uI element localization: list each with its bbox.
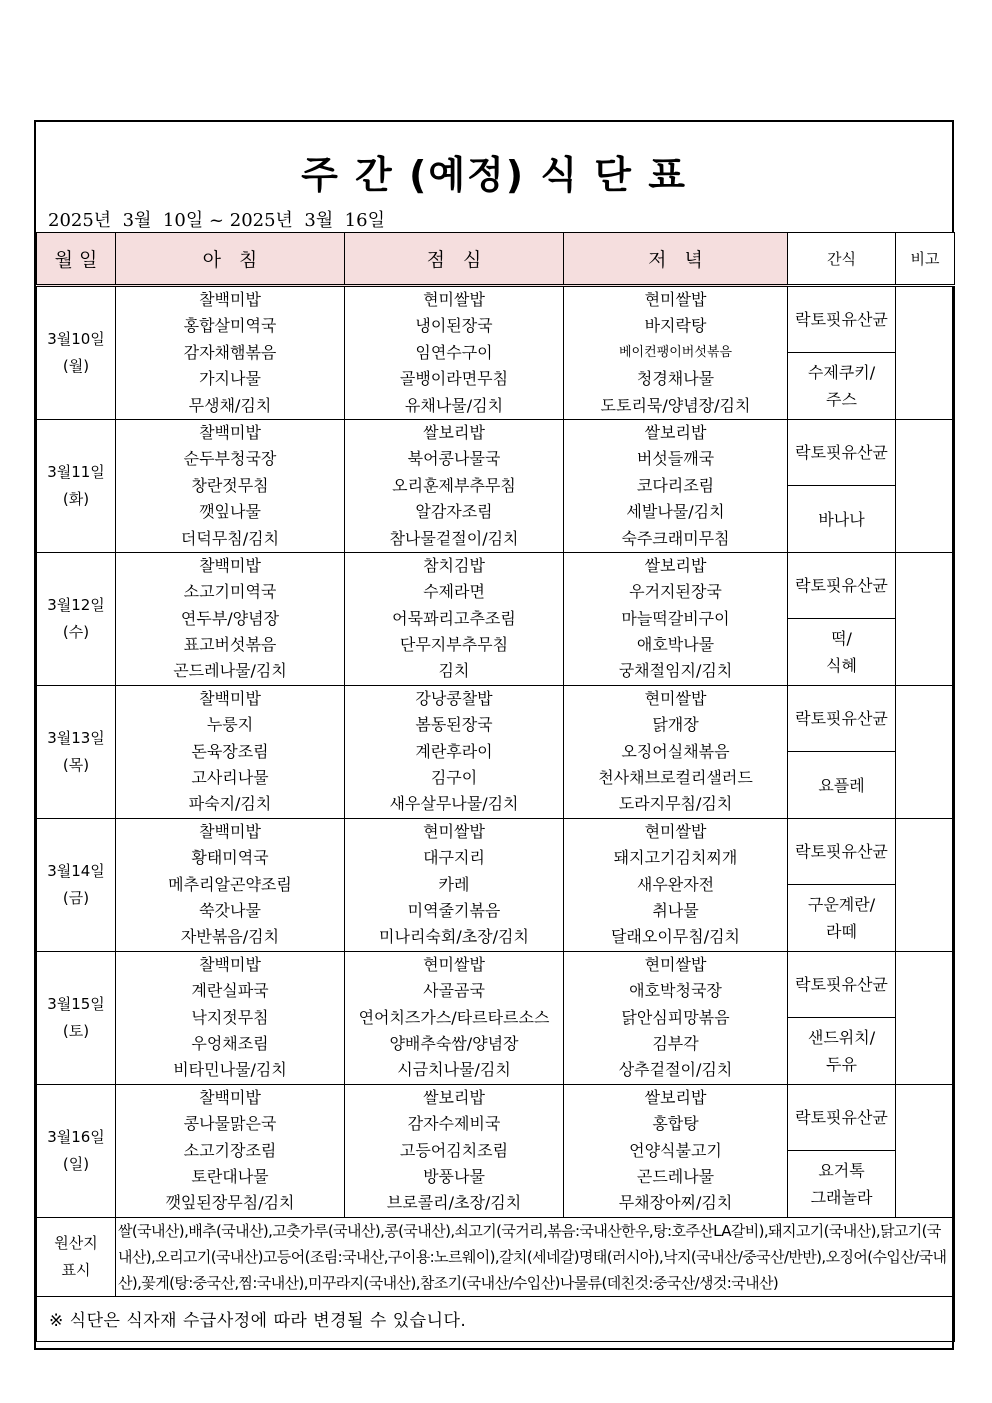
dinner-item: 김부각 — [652, 1033, 699, 1053]
origin-row — [37, 1217, 955, 1296]
note-cell — [896, 1084, 955, 1217]
breakfast-item: 자반볶음/김치 — [180, 927, 280, 947]
day-date: 3월11일 — [47, 462, 105, 481]
day-date: 3월12일 — [47, 595, 105, 614]
dinner-item: 도라지무침/김치 — [618, 794, 733, 814]
dinner-cell — [564, 286, 788, 420]
day-cell — [37, 951, 116, 1084]
breakfast-cell — [116, 419, 345, 552]
dinner-item: 애호박나물 — [636, 635, 715, 655]
note-cell — [896, 552, 955, 685]
dinner-item: 쌀보리밥 — [644, 555, 707, 575]
lunch-cell — [345, 552, 564, 685]
snack-item: 구운계란/ 라떼 — [788, 885, 896, 951]
lunch-item: 현미쌀밥 — [423, 821, 485, 841]
day-date: 3월14일 — [47, 861, 105, 880]
snack-probiotic: 락토핏유산균 — [788, 818, 896, 884]
dinner-item: 새우완자전 — [636, 874, 715, 894]
day-weekday: (화) — [62, 489, 90, 508]
lunch-item: 김치 — [438, 661, 470, 681]
note-cell — [896, 419, 955, 552]
snack-item: 떡/ 식혜 — [788, 619, 896, 685]
lunch-item: 브로콜리/초장/김치 — [386, 1193, 522, 1213]
breakfast-item: 파숙지/김치 — [188, 794, 272, 814]
dinner-item: 현미쌀밥 — [644, 688, 707, 708]
breakfast-item: 소고기장조림 — [183, 1140, 277, 1160]
lunch-cell — [345, 419, 564, 552]
lunch-item: 봄동된장국 — [415, 715, 493, 735]
dinner-item: 상추겉절이/김치 — [618, 1060, 733, 1080]
lunch-item: 현미쌀밥 — [423, 954, 485, 974]
dinner-item: 마늘떡갈비구이 — [621, 608, 730, 628]
lunch-item: 카레 — [438, 874, 470, 894]
dinner-item: 바지락탕 — [644, 316, 707, 336]
lunch-item: 미나리숙회/초장/김치 — [379, 927, 529, 947]
lunch-item: 양배추숙쌈/양념장 — [389, 1033, 519, 1053]
dinner-cell — [564, 951, 788, 1084]
origin-label: 원산지 표시 — [37, 1217, 116, 1296]
snack-probiotic: 락토핏유산균 — [788, 685, 896, 751]
lunch-item: 연어치즈가스/타르타르소스 — [358, 1007, 550, 1027]
notice-row — [37, 1296, 955, 1341]
breakfast-item: 연두부/양념장 — [180, 608, 280, 628]
breakfast-item: 더덕무침/김치 — [180, 528, 280, 548]
day-date: 3월16일 — [47, 1127, 105, 1146]
dinner-item: 코다리조림 — [636, 475, 715, 495]
breakfast-cell — [116, 818, 345, 951]
dinner-item: 취나물 — [652, 900, 699, 920]
day-cell — [37, 1084, 116, 1217]
day-date: 3월10일 — [47, 329, 105, 348]
breakfast-item: 깻잎된장무침/김치 — [165, 1193, 295, 1213]
lunch-item: 유채나물/김치 — [404, 395, 504, 415]
snack-item: 요플레 — [788, 752, 896, 818]
breakfast-item: 홍합살미역국 — [183, 316, 277, 336]
dinner-item: 애호박청국장 — [629, 981, 722, 1001]
snack-item: 샌드위치/ 두유 — [788, 1018, 896, 1084]
day-weekday: (토) — [62, 1021, 90, 1040]
lunch-item: 방풍나물 — [423, 1166, 485, 1186]
day-cell — [37, 286, 116, 420]
day-weekday: (금) — [62, 888, 90, 907]
breakfast-item: 찰백미밥 — [199, 954, 261, 974]
dinner-item: 세발나물/김치 — [626, 502, 725, 522]
dinner-item: 무채장아찌/김치 — [618, 1193, 733, 1213]
day-row — [37, 552, 955, 618]
breakfast-item: 찰백미밥 — [199, 1087, 261, 1107]
header-note: 비고 — [896, 233, 955, 286]
lunch-item: 쌀보리밥 — [423, 422, 485, 442]
day-cell — [37, 419, 116, 552]
lunch-item: 임연수구이 — [415, 342, 493, 362]
day-cell — [37, 818, 116, 951]
lunch-item: 오리훈제부추무침 — [392, 475, 516, 495]
breakfast-item: 쑥갓나물 — [199, 900, 261, 920]
dinner-item: 현미쌀밥 — [644, 821, 707, 841]
lunch-cell — [345, 286, 564, 420]
dinner-item: 숙주크래미무침 — [621, 528, 730, 548]
dinner-item: 오징어실채볶음 — [621, 741, 730, 761]
lunch-cell — [345, 685, 564, 818]
dinner-item: 버섯들깨국 — [636, 449, 715, 469]
breakfast-item: 찰백미밥 — [199, 555, 261, 575]
snack-probiotic: 락토핏유산균 — [788, 552, 896, 618]
lunch-item: 강낭콩찰밥 — [415, 688, 493, 708]
lunch-item: 미역줄기볶음 — [407, 900, 501, 920]
menu-period: 2025년 3월 10일 ~ 2025년 3월 16일 — [48, 210, 385, 231]
day-date: 3월13일 — [47, 728, 105, 747]
snack-probiotic: 락토핏유산균 — [788, 419, 896, 485]
breakfast-item: 무생채/김치 — [188, 395, 272, 415]
lunch-item: 감자수제비국 — [407, 1114, 501, 1134]
lunch-item: 현미쌀밥 — [423, 290, 485, 309]
note-cell — [896, 685, 955, 818]
lunch-item: 참치김밥 — [423, 555, 485, 575]
day-weekday: (월) — [62, 356, 90, 375]
dinner-item: 현미쌀밥 — [644, 290, 707, 309]
dinner-cell — [564, 419, 788, 552]
breakfast-cell — [116, 1084, 345, 1217]
breakfast-item: 가지나물 — [199, 369, 261, 389]
menu-body — [37, 286, 955, 1218]
dinner-item: 홍합탕 — [652, 1114, 699, 1134]
dinner-item: 쌀보리밥 — [644, 1087, 707, 1107]
breakfast-cell — [116, 286, 345, 420]
dinner-item: 곤드레나물 — [636, 1166, 715, 1186]
dinner-item: 닭개장 — [652, 715, 699, 735]
snack-item: 요거톡 그래놀라 — [788, 1151, 896, 1217]
dinner-item: 베이컨팽이버섯볶음 — [618, 344, 733, 360]
breakfast-item: 순두부청국장 — [183, 449, 277, 469]
breakfast-item: 낙지젓무침 — [191, 1007, 269, 1027]
lunch-item: 단무지부추무침 — [399, 635, 509, 655]
note-cell — [896, 286, 955, 420]
breakfast-cell — [116, 951, 345, 1084]
dinner-item: 궁채절임지/김치 — [618, 661, 733, 681]
snack-probiotic: 락토핏유산균 — [788, 286, 896, 353]
header-date: 월 일 — [37, 233, 116, 286]
snack-probiotic: 락토핏유산균 — [788, 1084, 896, 1150]
notice-text: ※ 식단은 식자재 수급사정에 따라 변경될 수 있습니다. — [37, 1296, 955, 1341]
note-cell — [896, 951, 955, 1084]
day-row — [37, 419, 955, 485]
breakfast-item: 비타민나물/김치 — [173, 1060, 287, 1080]
dinner-item: 현미쌀밥 — [644, 954, 707, 974]
day-cell — [37, 552, 116, 685]
menu-table — [36, 232, 955, 1342]
dinner-item: 천사채브로컬리샐러드 — [598, 768, 753, 788]
dinner-cell — [564, 818, 788, 951]
header-snack: 간식 — [788, 233, 896, 286]
lunch-item: 참나물겉절이/김치 — [389, 528, 519, 548]
breakfast-item: 콩나물맑은국 — [183, 1114, 277, 1134]
day-weekday: (수) — [62, 622, 90, 641]
breakfast-cell — [116, 552, 345, 685]
dinner-item: 도토리묵/양념장/김치 — [600, 395, 751, 415]
dinner-item: 닭안심피망볶음 — [621, 1007, 730, 1027]
day-date: 3월15일 — [47, 994, 105, 1013]
dinner-cell — [564, 552, 788, 685]
lunch-item: 고등어김치조림 — [399, 1140, 509, 1160]
lunch-item: 시금치나물/김치 — [397, 1060, 511, 1080]
dinner-item: 언양식불고기 — [629, 1140, 722, 1160]
breakfast-item: 돈육장조림 — [191, 741, 269, 761]
header-lunch: 점 심 — [345, 233, 564, 286]
day-row — [37, 818, 955, 884]
lunch-item: 어묵꽈리고추조림 — [392, 608, 516, 628]
breakfast-item: 깻잎나물 — [199, 502, 261, 522]
header-row — [37, 233, 955, 286]
breakfast-item: 우엉채조림 — [191, 1033, 269, 1053]
lunch-cell — [345, 1084, 564, 1217]
breakfast-item: 찰백미밥 — [199, 290, 261, 309]
header-dinner: 저 녁 — [564, 233, 788, 286]
page-title: 주 간 (예정) 식 단 표 — [301, 153, 687, 197]
menu-document — [34, 120, 954, 1350]
day-row — [37, 685, 955, 751]
breakfast-item: 토란대나물 — [191, 1166, 269, 1186]
lunch-item: 골뱅이라면무침 — [399, 369, 509, 389]
breakfast-cell — [116, 685, 345, 818]
breakfast-item: 소고기미역국 — [183, 582, 277, 602]
snack-item: 바나나 — [788, 486, 896, 552]
breakfast-item: 황태미역국 — [191, 848, 269, 868]
lunch-item: 새우살무나물/김치 — [389, 794, 519, 814]
lunch-item: 북어콩나물국 — [407, 449, 501, 469]
day-weekday: (일) — [62, 1154, 90, 1173]
origin-text: 쌀(국내산),배추(국내산),고춧가루(국내산),콩(국내산),쇠고기(국거리,볶음:국내산한우,탕:호주산LA갈비),돼지고기(국내산),닭고기(국내산),오리고기(국내산)고등어(조림:국내산,구이용:노르웨이),갈치(세네갈)명태(러시아),낙지(국내산/중국산/반반),오징어(수입산/국내산),꽃게(탕:중국산,찜:국내산),미꾸라지(국내산),참조기(국내산/수입산)나물류(데친것:중국산/생것:국내산) — [116, 1217, 955, 1296]
breakfast-item: 감자채햄볶음 — [183, 342, 277, 362]
dinner-item: 달래오이무침/김치 — [610, 927, 741, 947]
dinner-item: 청경채나물 — [636, 369, 715, 389]
breakfast-item: 창란젓무침 — [191, 475, 269, 495]
day-cell — [37, 685, 116, 818]
breakfast-item: 곤드레나물/김치 — [173, 661, 287, 681]
breakfast-item: 찰백미밥 — [199, 688, 261, 708]
dinner-cell — [564, 685, 788, 818]
day-row — [37, 951, 955, 1017]
day-row — [37, 286, 955, 353]
breakfast-item: 표고버섯볶음 — [183, 635, 277, 655]
dinner-item: 우거지된장국 — [629, 582, 722, 602]
lunch-item: 수제라면 — [423, 582, 485, 602]
day-weekday: (목) — [62, 755, 90, 774]
lunch-cell — [345, 951, 564, 1084]
lunch-item: 냉이된장국 — [415, 316, 493, 336]
day-row — [37, 1084, 955, 1150]
dinner-item: 돼지고기김치찌개 — [613, 848, 738, 868]
lunch-item: 알감자조림 — [415, 502, 493, 522]
header-breakfast: 아 침 — [116, 233, 345, 286]
lunch-item: 쌀보리밥 — [423, 1087, 485, 1107]
breakfast-item: 고사리나물 — [191, 768, 269, 788]
lunch-item: 대구지리 — [423, 848, 485, 868]
lunch-item: 김구이 — [430, 768, 478, 788]
snack-probiotic: 락토핏유산균 — [788, 951, 896, 1017]
breakfast-item: 계란실파국 — [191, 981, 269, 1001]
breakfast-item: 누룽지 — [206, 715, 254, 735]
lunch-cell — [345, 818, 564, 951]
dinner-cell — [564, 1084, 788, 1217]
breakfast-item: 찰백미밥 — [199, 422, 261, 442]
breakfast-item: 찰백미밥 — [199, 821, 261, 841]
lunch-item: 사골곰국 — [423, 981, 485, 1001]
breakfast-item: 메추리알곤약조림 — [168, 874, 292, 894]
snack-item: 수제쿠키/ 주스 — [788, 353, 896, 419]
note-cell — [896, 818, 955, 951]
dinner-item: 쌀보리밥 — [644, 422, 707, 442]
lunch-item: 계란후라이 — [415, 741, 493, 761]
